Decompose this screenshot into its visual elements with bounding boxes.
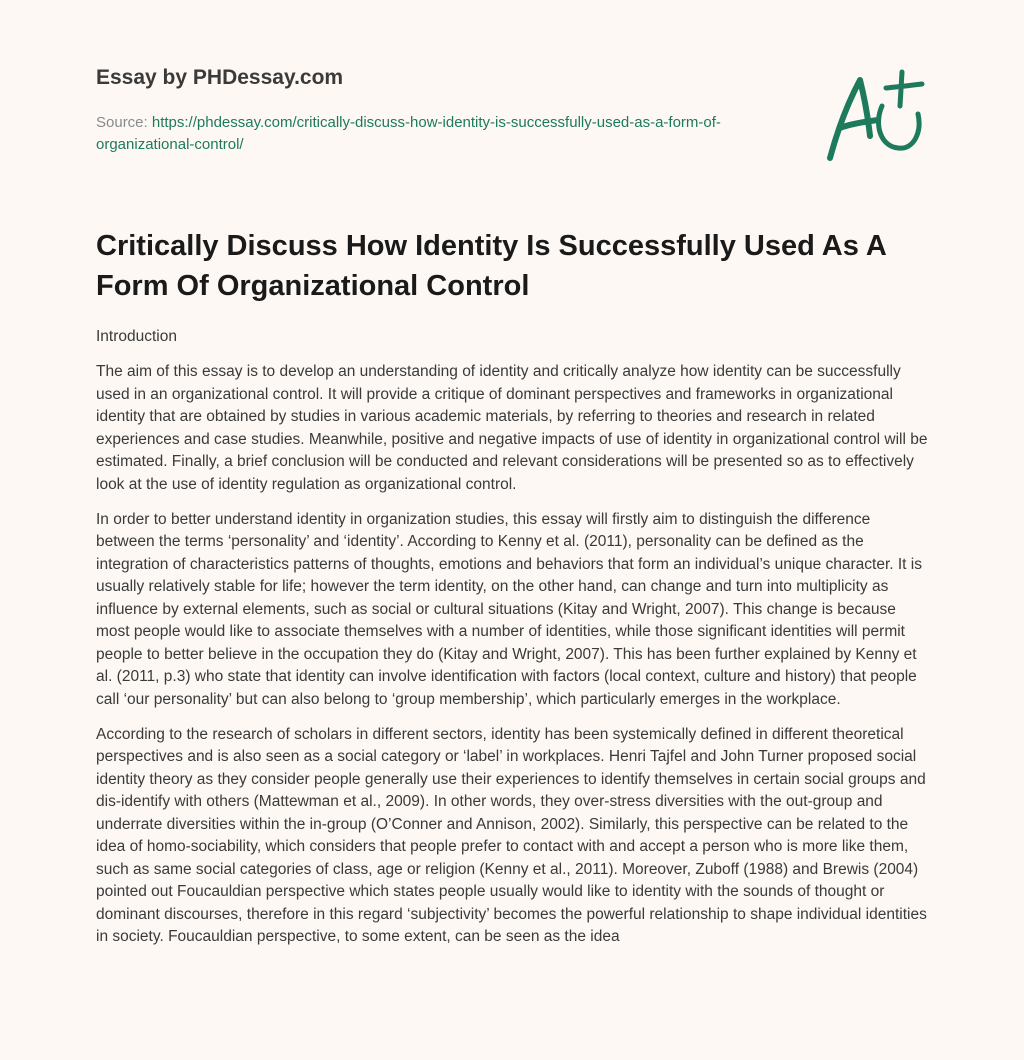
paragraph: According to the research of scholars in different sectors, identity has been systemically defined in different theoretical perspectives and is also seen as a social category or ‘label’ in workplaces. Henri Tajfel and John Turner proposed social identity theory as they consider people generally use their experiences to identify themselves in certain social groups and dis-identify with others (Mattewman et al., 2009). In other words, they over-stress diversities with the out-group and underrate diversities within the in-group (O’Conner and Annison, 2002). Similarly, this perspective can be related to the idea of homo-sociability, which considers that people prefer to contact with and accept a person who is more like them, such as same social categories of class, age or religion (Kenny et al., 2011). Moreover, Zuboff (1988) and Brewis (2004) pointed out Foucauldian perspective which states people usually would like to identity with the sounds of thought or dominant discourses, therefore in this regard ‘subjectivity’ becomes the powerful relationship to shape individual identities in society. Foucauldian perspective, to some extent, can be seen as the idea xyxy=(96,725,927,945)
section-heading: Introduction xyxy=(96,328,177,345)
source-link[interactable]: https://phdessay.com/critically-discuss-how-identity-is-successfully-used-as-a-form-of-organizational-control/ xyxy=(96,114,721,153)
a-plus-grade-icon xyxy=(818,66,930,166)
paragraph: In order to better understand identity in organization studies, this essay will firstly aim to distinguish the difference between the terms ‘personality’ and ‘identity’. According to Kenny et al. (2011), personality can be defined as the integration of characteristics patterns of thoughts, emotions and behaviors that form an individual’s unique character. It is usually relatively stable for life; however the term identity, on the other hand, can change and turn into multiplicity as influence by external elements, such as social or cultural situations (Kitay and Wright, 2007). This change is because most people would like to associate themselves with a number of identities, while those significant identities will permit people to better believe in the occupation they do (Kitay and Wright, 2007). This has been further explained by Kenny et al. (2011, p.3) who state that identity can involve identification with factors (local context, culture and history) that people call ‘our personality’ but can also belong to ‘group membership’, which particularly emerges in the workplace. xyxy=(96,510,922,708)
article-body xyxy=(96,326,928,961)
source-line xyxy=(96,112,776,156)
site-brand: Essay by PHDessay.com xyxy=(96,66,344,89)
page-title: Critically Discuss How Identity Is Successfully Used As A Form Of Organizational Control xyxy=(96,230,886,302)
paragraph: The aim of this essay is to develop an understanding of identity and critically analyze how identity can be successfully used in an organizational control. It will provide a critique of dominant perspectives and frameworks in organizational identity that are obtained by studies in various academic materials, by referring to theories and research in related experiences and case studies. Meanwhile, positive and negative impacts of use of identity in organizational control will be estimated. Finally, a brief conclusion will be conducted and relevant considerations will be presented so as to effectively look at the use of identity regulation as organizational control. xyxy=(96,363,928,493)
source-label: Source: xyxy=(96,114,148,131)
